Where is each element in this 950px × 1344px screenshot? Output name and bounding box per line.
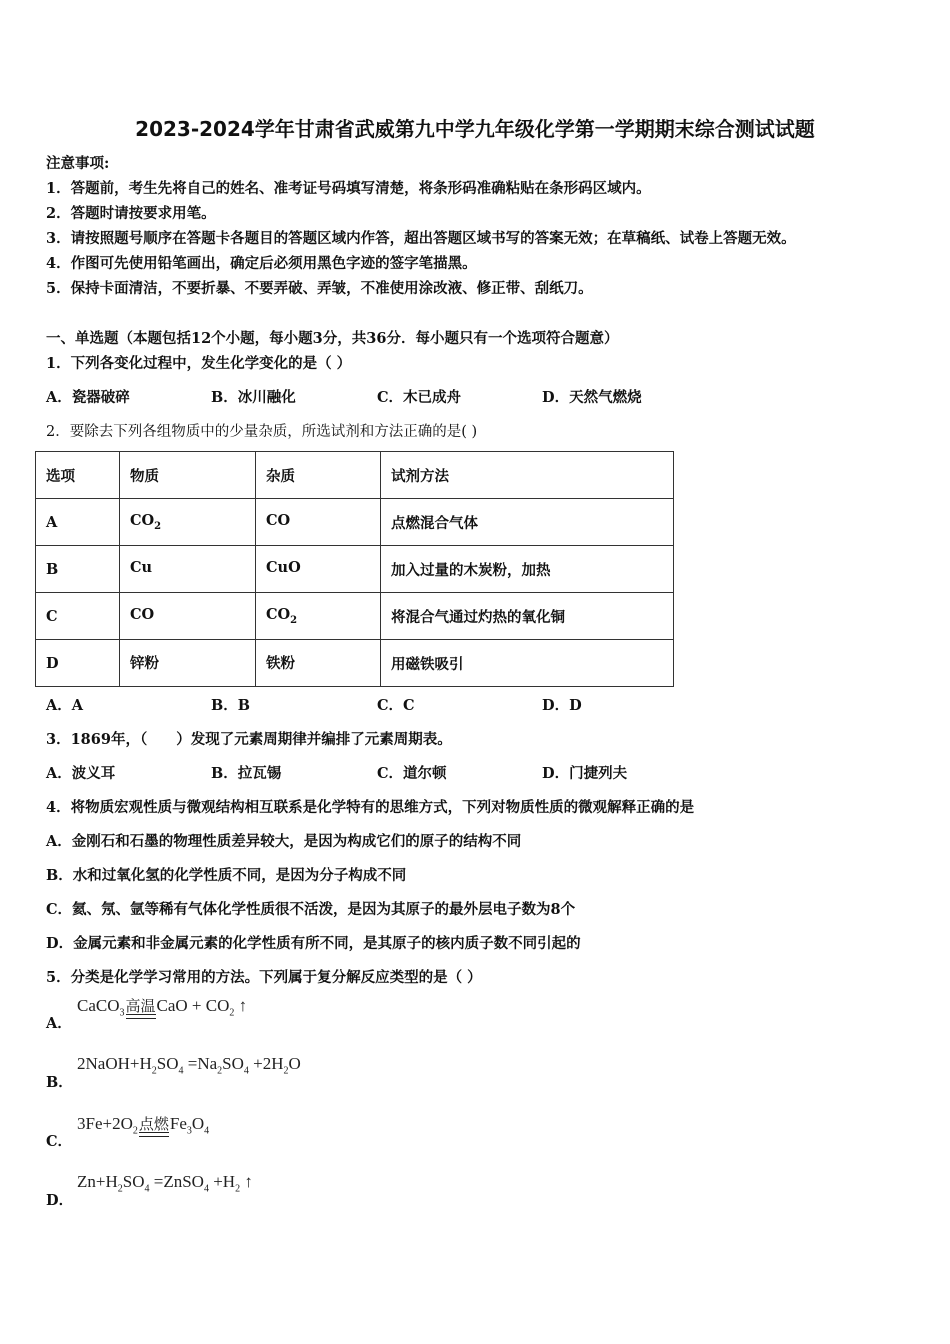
option-a: A．波义耳 bbox=[46, 765, 116, 782]
notice-item: 3．请按照题号顺序在答题卡各题目的答题区域内作答，超出答题区域书写的答案无效；在草稿纸、试卷上答题无效。 bbox=[46, 230, 796, 247]
option-c: C．道尔顿 bbox=[377, 765, 447, 782]
option-d: D．D bbox=[542, 697, 582, 714]
option-label: D． bbox=[46, 1192, 74, 1209]
option-a: A．瓷器破碎 bbox=[46, 389, 130, 406]
table-cell: $CO_2$ bbox=[256, 593, 381, 640]
table-row bbox=[36, 499, 674, 546]
page-title: 2023-2024学年甘肃省武威第九中学九年级化学第一学期期末综合测试试题 bbox=[135, 117, 815, 141]
table-row bbox=[36, 640, 674, 687]
table-cell: CO bbox=[256, 499, 381, 546]
table-row bbox=[36, 546, 674, 593]
table-cell: 将混合气通过灼热的氧化铜 bbox=[381, 593, 674, 640]
table-cell: 锌粉 bbox=[120, 640, 256, 687]
question-2-table bbox=[35, 451, 674, 687]
question-1-stem: 1．下列各变化过程中，发生化学变化的是（ ） bbox=[46, 355, 352, 372]
option-c: C．氦、氖、氩等稀有气体化学性质很不活泼，是因为其原子的最外层电子数为8个 bbox=[46, 901, 576, 918]
equation: CaCO$_3$高温CaO + $CO_2$ ↑ bbox=[77, 996, 248, 1019]
header-cell: 杂质 bbox=[256, 452, 381, 499]
table-cell: Cu bbox=[120, 546, 256, 593]
equation: $3Fe+2O_2$点燃$Fe_3O_4$ bbox=[77, 1114, 210, 1137]
option-label: B． bbox=[46, 1074, 73, 1091]
option-a: A．金刚石和石墨的物理性质差异较大，是因为构成它们的原子的结构不同 bbox=[46, 833, 522, 850]
table-cell: CO bbox=[120, 593, 256, 640]
option-d: D．门捷列夫 bbox=[542, 765, 628, 782]
option-b: B．拉瓦锡 bbox=[211, 765, 282, 782]
table-cell: $CO_2$ bbox=[120, 499, 256, 546]
table-cell: 铁粉 bbox=[256, 640, 381, 687]
table-cell: C bbox=[36, 593, 120, 640]
table-cell: B bbox=[36, 546, 120, 593]
notice-item: 1．答题前，考生先将自己的姓名、准考证号码填写清楚，将条形码准确粘贴在条形码区域内。 bbox=[46, 180, 651, 197]
question-4-stem: 4．将物质宏观性质与微观结构相互联系是化学特有的思维方式，下列对物质性质的微观解释正确的是 bbox=[46, 799, 695, 816]
option-a: A．A bbox=[46, 697, 84, 714]
option-label: C． bbox=[46, 1133, 73, 1150]
gas-arrow-icon: ↑ bbox=[238, 996, 248, 1015]
notice-item: 5．保持卡面清洁，不要折暴、不要弄破、弄皱，不准使用涂改液、修正带、刮纸刀。 bbox=[46, 280, 593, 297]
header-cell: 选项 bbox=[36, 452, 120, 499]
equation: $2NaOH+H_2SO_4 =Na_2SO_4 +2H_2O$ bbox=[77, 1054, 301, 1077]
question-3-stem: 3．1869年，（ ）发现了元素周期律并编排了元素周期表。 bbox=[46, 731, 452, 748]
gas-arrow-icon: ↑ bbox=[244, 1172, 253, 1191]
table-cell: D bbox=[36, 640, 120, 687]
notice-item: 2．答题时请按要求用笔。 bbox=[46, 205, 216, 222]
option-b: B．B bbox=[211, 697, 251, 714]
condition: 点燃 bbox=[139, 1113, 169, 1134]
option-b: B．水和过氧化氢的化学性质不同，是因为分子构成不同 bbox=[46, 867, 407, 884]
option-c: C．C bbox=[377, 697, 415, 714]
table-cell: 加入过量的木炭粉，加热 bbox=[381, 546, 674, 593]
question-2-stem: 2．要除去下列各组物质中的少量杂质，所选试剂和方法正确的是( ) bbox=[46, 424, 478, 440]
notice-item: 4．作图可先使用铅笔画出，确定后必须用黑色字迹的签字笔描黑。 bbox=[46, 255, 477, 272]
option-d: D．天然气燃烧 bbox=[542, 389, 642, 406]
condition: 高温 bbox=[126, 995, 156, 1016]
table-header-row bbox=[36, 452, 674, 499]
table-cell: 用磁铁吸引 bbox=[381, 640, 674, 687]
option-label: A． bbox=[46, 1015, 72, 1032]
table-row bbox=[36, 593, 674, 640]
table-cell: 点燃混合气体 bbox=[381, 499, 674, 546]
header-cell: 试剂方法 bbox=[381, 452, 674, 499]
section-heading: 一、单选题（本题包括12个小题，每小题3分，共36分．每小题只有一个选项符合题意） bbox=[46, 330, 619, 347]
table-cell: A bbox=[36, 499, 120, 546]
equation: $Zn+H_2SO_4$ =ZnSO$_4$ $+H_2$ ↑ bbox=[77, 1172, 253, 1195]
option-d: D．金属元素和非金属元素的化学性质有所不同，是其原子的核内质子数不同引起的 bbox=[46, 935, 581, 952]
notice-heading: 注意事项: bbox=[46, 155, 110, 172]
option-c: C．木已成舟 bbox=[377, 389, 462, 406]
header-cell: 物质 bbox=[120, 452, 256, 499]
question-5-stem: 5．分类是化学学习常用的方法。下列属于复分解反应类型的是（ ） bbox=[46, 969, 482, 986]
option-b: B．冰川融化 bbox=[211, 389, 296, 406]
table-cell: CuO bbox=[256, 546, 381, 593]
